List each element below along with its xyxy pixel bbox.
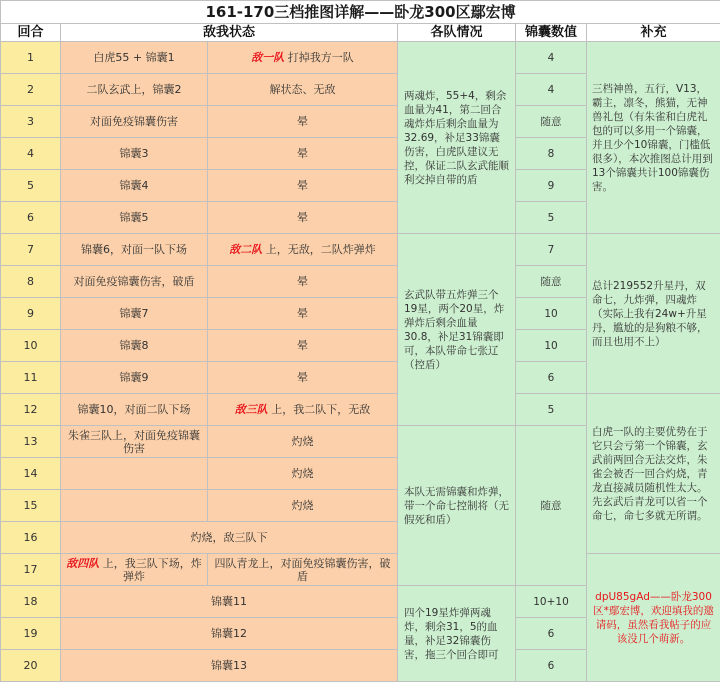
round-number: 5 bbox=[1, 170, 61, 202]
round-number: 2 bbox=[1, 74, 61, 106]
enemy-status: 晕 bbox=[208, 202, 398, 234]
bag-value: 4 bbox=[516, 74, 587, 106]
round-number: 20 bbox=[1, 650, 61, 682]
header-round: 回合 bbox=[1, 24, 61, 42]
enemy-status: 晕 bbox=[208, 266, 398, 298]
our-status: 锦囊5 bbox=[61, 202, 208, 234]
supplement-note: 白虎一队的主要优势在于它只会亏第一个锦囊，玄武前两回合无法交炸，朱雀会被否一回合灼烧，青龙直接减员随机性太大。先玄武后青龙可以省一个命七，命七多就无所谓。 bbox=[587, 394, 720, 554]
our-status: 朱雀三队上，对面免疫锦囊伤害 bbox=[61, 426, 208, 458]
round-number: 16 bbox=[1, 522, 61, 554]
enemy-status-text: 上，无敌，二队炸弹炸 bbox=[266, 243, 376, 256]
bag-value: 4 bbox=[516, 42, 587, 74]
round-number: 4 bbox=[1, 138, 61, 170]
round-number: 9 bbox=[1, 298, 61, 330]
enemy-status: 晕 bbox=[208, 330, 398, 362]
bag-value: 6 bbox=[516, 650, 587, 682]
bag-value: 6 bbox=[516, 362, 587, 394]
header-supplement: 补充 bbox=[587, 24, 720, 42]
enemy-status: 晕 bbox=[208, 170, 398, 202]
enemy-team-tag: 敌二队 bbox=[229, 243, 262, 256]
header-bag-count: 锦囊数值 bbox=[516, 24, 587, 42]
round-number: 11 bbox=[1, 362, 61, 394]
bag-value: 5 bbox=[516, 202, 587, 234]
team-note: 两魂炸，55+4，剩余血量为41，第二回合魂炸炸后剩余血量为32.69，补足33锦囊伤害，白虎队建议无控，保证二队玄武能顺利交掉自带的盾 bbox=[398, 42, 516, 234]
bag-value: 随意 bbox=[516, 426, 587, 586]
round-number: 12 bbox=[1, 394, 61, 426]
enemy-team-tag: 敌四队 bbox=[66, 557, 99, 570]
bag-value: 7 bbox=[516, 234, 587, 266]
our-status: 对面免疫锦囊伤害 bbox=[61, 106, 208, 138]
our-status-text: 上，我三队下场，炸弹炸 bbox=[103, 557, 202, 583]
our-status bbox=[61, 490, 208, 522]
table-row bbox=[1, 554, 720, 586]
round-number: 18 bbox=[1, 586, 61, 618]
bag-value: 10+10 bbox=[516, 586, 587, 618]
our-status: 白虎55 + 锦囊1 bbox=[61, 42, 208, 74]
bag-value: 6 bbox=[516, 618, 587, 650]
header-team-info: 各队情况 bbox=[398, 24, 516, 42]
round-number: 3 bbox=[1, 106, 61, 138]
page-title: 161-170三档推图详解——卧龙300区鄢宏博 bbox=[1, 1, 720, 24]
team-note: 玄武队带五炸弹三个19星，两个20星，炸弹炸后剩余血量30.8，补足31锦囊即可，本队带命七张辽（控盾） bbox=[398, 234, 516, 426]
our-status: 锦囊6，对面一队下场 bbox=[61, 234, 208, 266]
supplement-note: 三档神兽，五行，V13，霸主，凛冬，熊猫，无神兽礼包（有朱雀和白虎礼包的可以多用一个锦囊，并且少个10锦囊，门槛低很多），本次推图总计用到13个锦囊共计100锦囊伤害。 bbox=[587, 42, 720, 234]
bag-value: 10 bbox=[516, 330, 587, 362]
round-number: 1 bbox=[1, 42, 61, 74]
enemy-team-tag: 敌一队 bbox=[251, 51, 284, 64]
combined-status: 灼烧，敌三队下 bbox=[61, 522, 398, 554]
enemy-status: 晕 bbox=[208, 298, 398, 330]
our-status: 锦囊4 bbox=[61, 170, 208, 202]
combined-status: 锦囊11 bbox=[61, 586, 398, 618]
invite-code-note: dpU85gAd——卧龙300区*鄢宏博，欢迎填我的邀请码，虽然看我帖子的应该没几个萌新。 bbox=[587, 554, 720, 682]
round-number: 10 bbox=[1, 330, 61, 362]
round-number: 13 bbox=[1, 426, 61, 458]
header-enemy-status: 敌我状态 bbox=[61, 24, 398, 42]
enemy-status: 灼烧 bbox=[208, 426, 398, 458]
our-status bbox=[61, 458, 208, 490]
enemy-status: 解状态、无敌 bbox=[208, 74, 398, 106]
enemy-status: 晕 bbox=[208, 138, 398, 170]
our-status bbox=[61, 554, 208, 586]
enemy-status-text: 打掉我方一队 bbox=[288, 51, 354, 64]
round-number: 6 bbox=[1, 202, 61, 234]
our-status: 二队玄武上，锦囊2 bbox=[61, 74, 208, 106]
round-number: 15 bbox=[1, 490, 61, 522]
round-number: 17 bbox=[1, 554, 61, 586]
combined-status: 锦囊12 bbox=[61, 618, 398, 650]
enemy-status: 灼烧 bbox=[208, 458, 398, 490]
round-number: 7 bbox=[1, 234, 61, 266]
bag-value: 5 bbox=[516, 394, 587, 426]
table-row bbox=[1, 42, 720, 74]
our-status: 锦囊8 bbox=[61, 330, 208, 362]
combined-status: 锦囊13 bbox=[61, 650, 398, 682]
our-status: 对面免疫锦囊伤害，破盾 bbox=[61, 266, 208, 298]
round-number: 8 bbox=[1, 266, 61, 298]
round-number: 14 bbox=[1, 458, 61, 490]
table-row bbox=[1, 234, 720, 266]
bag-value: 随意 bbox=[516, 106, 587, 138]
enemy-status: 灼烧 bbox=[208, 490, 398, 522]
enemy-status bbox=[208, 234, 398, 266]
our-status: 锦囊9 bbox=[61, 362, 208, 394]
our-status: 锦囊10，对面二队下场 bbox=[61, 394, 208, 426]
enemy-status bbox=[208, 394, 398, 426]
table-row bbox=[1, 394, 720, 426]
bag-value: 随意 bbox=[516, 266, 587, 298]
team-note: 四个19星炸弹两魂炸，剩余31，5的血量，补足32锦囊伤害，拖三个回合即可 bbox=[398, 586, 516, 682]
enemy-status-text: 上，我二队下，无敌 bbox=[271, 403, 370, 416]
team-note: 本队无需锦囊和炸弹，带一个命七控制将（无假死和盾） bbox=[398, 426, 516, 586]
enemy-team-tag: 敌三队 bbox=[235, 403, 268, 416]
enemy-status: 晕 bbox=[208, 106, 398, 138]
bag-value: 10 bbox=[516, 298, 587, 330]
our-status: 锦囊7 bbox=[61, 298, 208, 330]
round-number: 19 bbox=[1, 618, 61, 650]
our-status: 锦囊3 bbox=[61, 138, 208, 170]
bag-value: 8 bbox=[516, 138, 587, 170]
enemy-status: 晕 bbox=[208, 362, 398, 394]
supplement-note: 总计219552升星丹，双命七，九炸弹，四魂炸（实际上我有24w+升星丹，尴尬的是狗粮不够，而且也用不上） bbox=[587, 234, 720, 394]
enemy-status bbox=[208, 42, 398, 74]
enemy-status: 四队青龙上，对面免疫锦囊伤害，破盾 bbox=[208, 554, 398, 586]
bag-value: 9 bbox=[516, 170, 587, 202]
